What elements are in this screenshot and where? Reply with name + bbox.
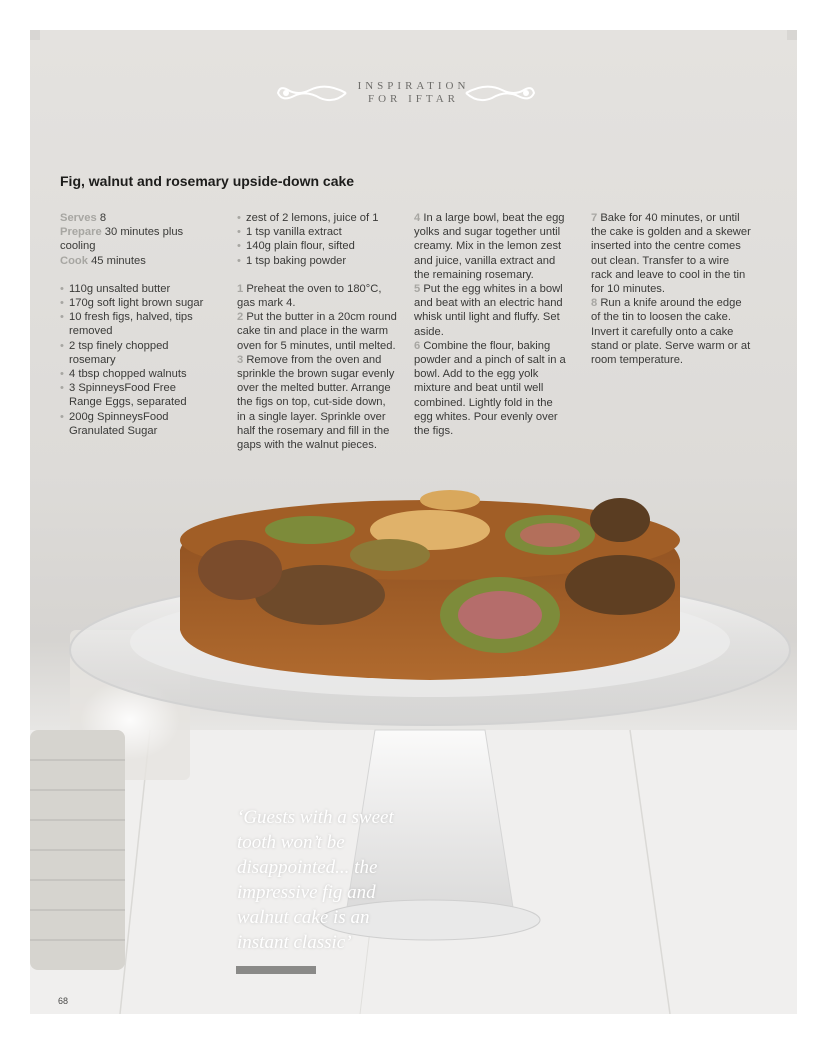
- bullet-icon: •: [60, 368, 64, 381]
- header-line-1: INSPIRATION: [357, 80, 470, 92]
- bullet-icon: •: [60, 339, 64, 352]
- bullet-icon: •: [237, 212, 241, 224]
- ingredient-item: • 200g SpinneysFood Granulated Sugar: [60, 410, 169, 437]
- prepare-label: Prepare: [60, 226, 102, 239]
- cook-line: [60, 254, 210, 268]
- ingredient-item: • zest of 2 lemons, juice of 1: [237, 212, 379, 224]
- bullet-icon: •: [60, 311, 64, 324]
- ingredient-item: • 1 tsp vanilla extract: [237, 226, 342, 239]
- ingredient-item: • 4 tbsp chopped walnuts: [60, 368, 187, 381]
- corner-mark: [30, 30, 40, 40]
- corner-mark: [787, 30, 797, 40]
- method-step: 7 Bake for 40 minutes, or until the cake is golden and a skewer inserted into the centre comes out clean. Transfer to a wire rack and leave to cool in the tin for 10 minutes.: [591, 212, 751, 296]
- serves-value: 8: [99, 212, 107, 224]
- column-4: [591, 211, 751, 367]
- column-1: [60, 211, 210, 438]
- method-step: 3 Remove from the oven and sprinkle the brown sugar evenly over the melted butter. Arrange the figs on top, cut-side down, in a single layer. Sprinkle over half the rosemary and fill in the gaps with the walnut pieces.: [237, 353, 395, 452]
- bullet-icon: •: [237, 226, 241, 239]
- column-3: [414, 211, 572, 438]
- serves-label: Serves: [60, 212, 97, 224]
- recipe-title: Fig, walnut and rosemary upside-down cake: [60, 173, 355, 189]
- method-step: 6 Combine the flour, baking powder and a pinch of salt in a bowl. Add to the egg yolk mixture and beat until well combined. Lightly fold in the egg whites. Pour evenly over the figs.: [414, 339, 566, 438]
- bullet-icon: •: [60, 282, 64, 295]
- section-header: [30, 80, 797, 106]
- ingredient-item: • 10 fresh figs, halved, tips removed: [60, 311, 193, 338]
- magazine-page: [30, 30, 797, 1014]
- cook-value: 45 minutes: [91, 254, 146, 267]
- prepare-line: [60, 225, 210, 253]
- cook-label: Cook: [60, 254, 88, 267]
- ingredient-item: • 170g soft light brown sugar: [60, 297, 204, 310]
- method-step: 8 Run a knife around the edge of the tin to loosen the cake. Invert it carefully onto a cake stand or plate. Serve warm or at room temperature.: [591, 297, 751, 367]
- method-step: 4 In a large bowl, beat the egg yolks and sugar together until creamy. Mix in the lemon zest and juice, vanilla extract and the remaining rosemary.: [414, 212, 565, 281]
- ingredient-item: • 3 SpinneysFood Free Range Eggs, separated: [60, 382, 187, 409]
- method-step: 2 Put the butter in a 20cm round cake tin and place in the warm oven for 5 minutes, until melted.: [237, 311, 397, 352]
- bullet-icon: •: [60, 297, 64, 310]
- bullet-icon: •: [60, 410, 64, 423]
- bullet-icon: •: [60, 382, 64, 395]
- ingredient-item: • 110g unsalted butter: [60, 282, 171, 295]
- header-line-2: FOR IFTAR: [367, 93, 460, 105]
- pull-quote: ‘Guests with a sweet tooth won’t be disappointed... the impressive fig and walnut cake is an instant classic’: [237, 807, 394, 953]
- bullet-icon: •: [237, 240, 241, 253]
- bullet-icon: •: [237, 254, 241, 267]
- method-step: 1 Preheat the oven to 180°C, gas mark 4.: [237, 282, 382, 310]
- prepare-value: 30 minutes plus cooling: [60, 226, 184, 253]
- quote-bar: [236, 966, 316, 974]
- serves-line: [60, 211, 210, 225]
- ingredient-item: • 2 tsp finely chopped rosemary: [60, 339, 169, 366]
- method-step: 5 Put the egg whites in a bowl and beat with an electric hand whisk until light and fluffy. Set aside.: [414, 283, 563, 338]
- column-2: [237, 211, 397, 452]
- ingredient-item: • 140g plain flour, sifted: [237, 240, 355, 253]
- page-number: 68: [58, 996, 69, 1006]
- ingredient-item: • 1 tsp baking powder: [237, 254, 347, 267]
